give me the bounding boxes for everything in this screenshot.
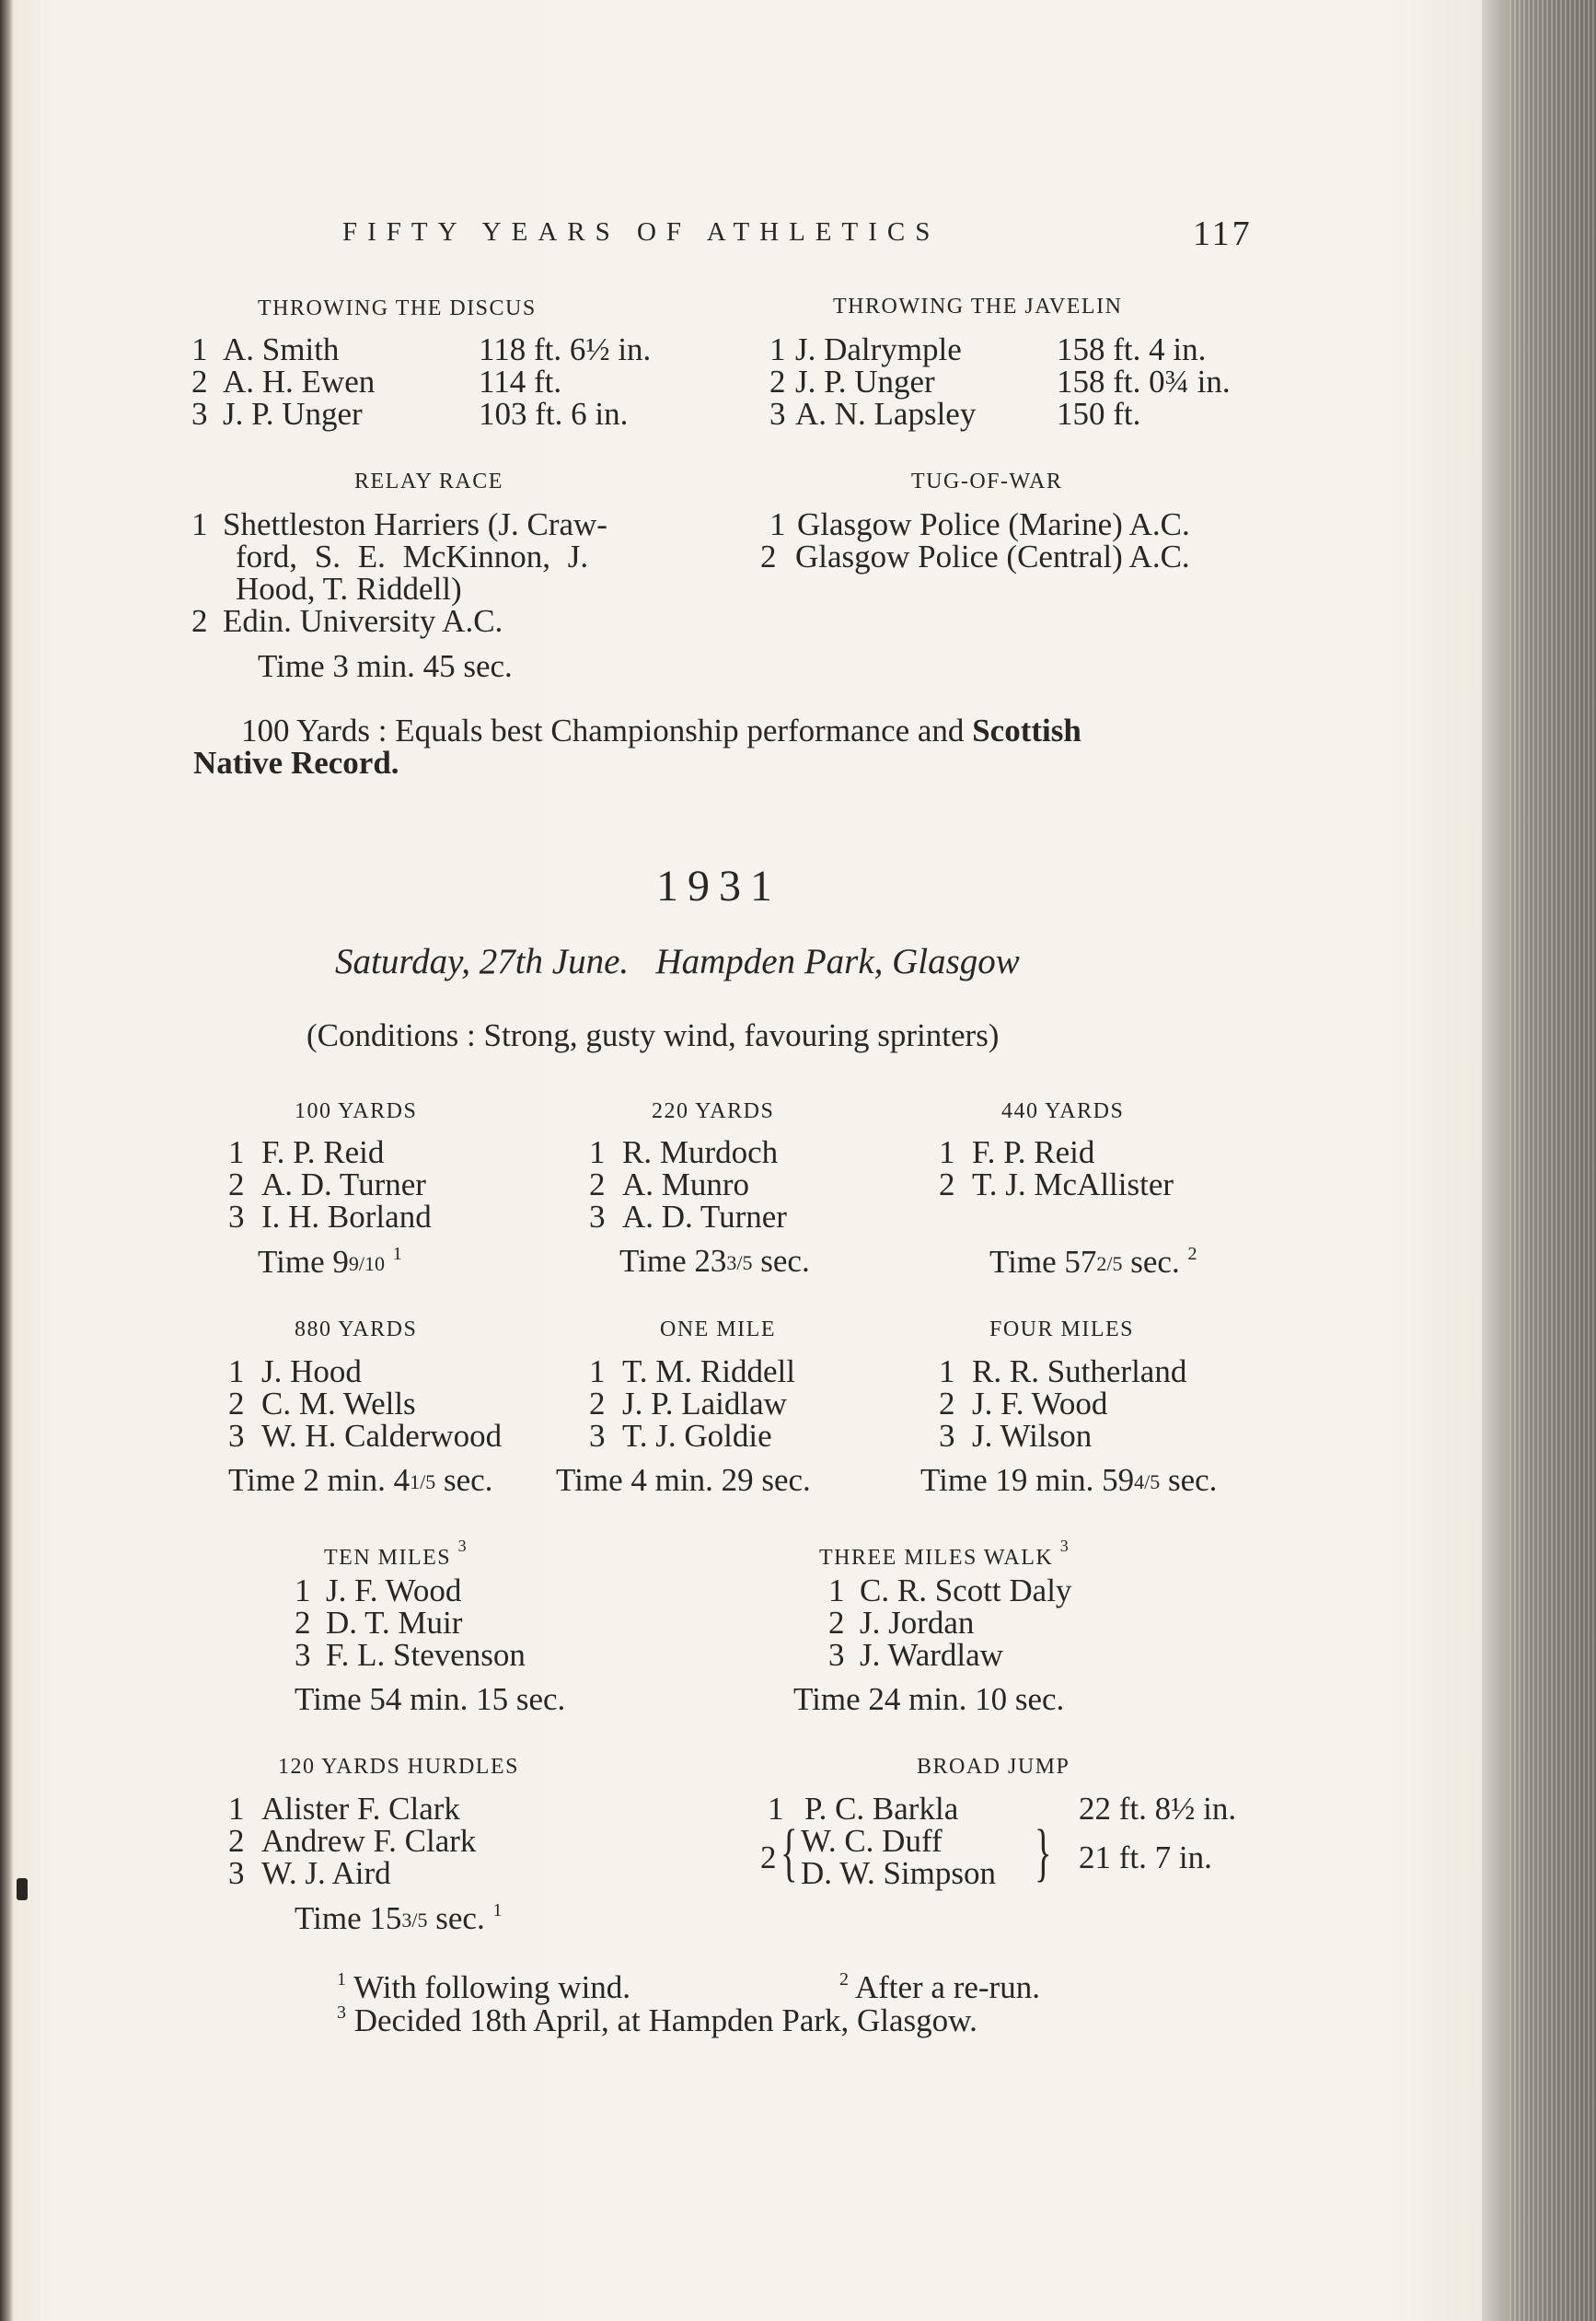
y100-time: Time 99/10 $^1$ <box>258 1244 402 1280</box>
page-edge-lines <box>1509 0 1596 2321</box>
four-name-3: J. Wilson <box>972 1418 1093 1454</box>
y440-pos-2: 2 <box>939 1166 955 1202</box>
mile-pos-3: 3 <box>589 1418 606 1454</box>
hurdles-name-3: W. J. Aird <box>261 1855 391 1891</box>
y440-pos-1: 1 <box>939 1134 955 1170</box>
broad-name-1: P. C. Barkla <box>804 1791 959 1827</box>
y440-name-2: T. J. McAllister <box>972 1166 1174 1202</box>
ten-name-1: J. F. Wood <box>326 1572 462 1608</box>
ten-name-3: F. L. Stevenson <box>326 1637 526 1673</box>
footnote-1: $^1$ With following wind. <box>337 1969 631 2005</box>
relay-title: RELAY RACE <box>354 470 503 493</box>
y100-name-2: A. D. Turner <box>261 1166 426 1202</box>
record-note-line-2: Native Record. <box>193 745 399 781</box>
mile-name-2: J. P. Laidlaw <box>622 1386 787 1422</box>
footnote-2: $^2$ After a re-run. <box>839 1969 1040 2005</box>
javelin-name-3: A. N. Lapsley <box>795 396 977 432</box>
y100-name-1: F. P. Reid <box>261 1134 385 1170</box>
broad-name-2b: D. W. Simpson <box>801 1855 996 1891</box>
javelin-pos-3: 3 <box>769 396 786 432</box>
four-pos-1: 1 <box>939 1353 955 1389</box>
javelin-name-1: J. Dalrymple <box>795 331 962 367</box>
walk-pos-3: 3 <box>828 1637 845 1673</box>
discus-pos-2: 2 <box>191 364 208 400</box>
walk-time: Time 24 min. 10 sec. <box>793 1681 1065 1717</box>
mile-time: Time 4 min. 29 sec. <box>556 1462 811 1498</box>
book-spine-shadow <box>0 0 13 2321</box>
conditions-note: (Conditions : Strong, gusty wind, favouring sprinters) <box>306 1017 1000 1053</box>
tug-team-2: Glasgow Police (Central) A.C. <box>795 539 1190 574</box>
four-pos-2: 2 <box>939 1386 955 1422</box>
tug-team-1: Glasgow Police (Marine) A.C. <box>797 506 1190 542</box>
right-brace: } <box>1035 1817 1052 1888</box>
ten-name-2: D. T. Muir <box>326 1605 463 1641</box>
javelin-title: THROWING THE JAVELIN <box>833 295 1123 319</box>
relay-pos-1: 1 <box>191 506 208 542</box>
y880-pos-3: 3 <box>228 1418 245 1454</box>
meeting-subtitle: Saturday, 27th June. Hampden Park, Glasgow <box>335 942 1020 981</box>
relay-team-line-1: Shettleston Harriers (J. Craw- <box>223 506 607 542</box>
walk-name-3: J. Wardlaw <box>860 1637 1003 1673</box>
four-name-2: J. F. Wood <box>972 1386 1108 1422</box>
discus-title: THROWING THE DISCUS <box>258 296 537 320</box>
hurdles-name-2: Andrew F. Clark <box>261 1823 477 1859</box>
javelin-result-3: 150 ft. <box>1057 396 1141 432</box>
four-title: FOUR MILES <box>989 1317 1135 1341</box>
relay-team-2: Edin. University A.C. <box>223 603 503 639</box>
walk-name-1: C. R. Scott Daly <box>860 1572 1072 1608</box>
mile-pos-1: 1 <box>589 1353 606 1389</box>
y100-name-3: I. H. Borland <box>261 1199 432 1235</box>
y220-time: Time 233/5 sec. <box>619 1243 810 1279</box>
discus-name-2: A. H. Ewen <box>223 364 376 400</box>
hurdles-name-1: Alister F. Clark <box>261 1791 460 1827</box>
javelin-name-2: J. P. Unger <box>795 364 935 400</box>
broad-result-2: 21 ft. 7 in. <box>1079 1839 1212 1875</box>
walk-name-2: J. Jordan <box>860 1605 975 1641</box>
y440-name-1: F. P. Reid <box>972 1134 1095 1170</box>
mile-title: ONE MILE <box>660 1317 776 1341</box>
ten-pos-1: 1 <box>295 1572 311 1608</box>
record-note-line-1: 100 Yards : Equals best Championship performance and Scottish <box>241 713 1081 749</box>
ten-time: Time 54 min. 15 sec. <box>295 1681 566 1717</box>
discus-name-3: J. P. Unger <box>223 396 363 432</box>
ten-pos-2: 2 <box>295 1605 311 1641</box>
y880-title: 880 YARDS <box>295 1317 418 1341</box>
discus-name-1: A. Smith <box>223 331 340 367</box>
four-time: Time 19 min. 594/5 sec. <box>920 1462 1218 1498</box>
broad-pos-1: 1 <box>768 1791 784 1827</box>
page-number: 117 <box>1193 215 1253 253</box>
relay-pos-2: 2 <box>191 603 208 639</box>
relay-team-line-3: Hood, T. Riddell) <box>236 571 462 607</box>
discus-result-2: 114 ft. <box>479 364 562 400</box>
walk-pos-2: 2 <box>828 1605 845 1641</box>
y880-pos-2: 2 <box>228 1386 245 1422</box>
year-heading: 1931 <box>656 862 781 911</box>
discus-pos-3: 3 <box>191 396 208 432</box>
y220-pos-2: 2 <box>589 1166 606 1202</box>
y220-pos-3: 3 <box>589 1199 606 1235</box>
tug-pos-1: 1 <box>769 506 786 542</box>
y440-time: Time 572/5 sec. $^2$ <box>989 1244 1197 1280</box>
mile-name-3: T. J. Goldie <box>622 1418 772 1454</box>
y100-title: 100 YARDS <box>295 1099 418 1123</box>
hurdles-pos-3: 3 <box>228 1855 245 1891</box>
discus-result-3: 103 ft. 6 in. <box>479 396 629 432</box>
discus-pos-1: 1 <box>191 331 208 367</box>
y880-pos-1: 1 <box>228 1353 245 1389</box>
y880-name-2: C. M. Wells <box>261 1386 416 1422</box>
y220-title: 220 YARDS <box>652 1099 775 1123</box>
y220-name-2: A. Munro <box>622 1166 750 1202</box>
javelin-pos-2: 2 <box>769 364 786 400</box>
footnote-3: $^3$ Decided 18th April, at Hampden Park, Glasgow. <box>337 2002 977 2038</box>
javelin-pos-1: 1 <box>769 331 786 367</box>
hurdles-pos-2: 2 <box>228 1823 245 1859</box>
y100-pos-3: 3 <box>228 1199 245 1235</box>
four-name-1: R. R. Sutherland <box>972 1353 1187 1389</box>
y440-title: 440 YARDS <box>1001 1099 1125 1123</box>
relay-team-line-2: ford, S. E. McKinnon, J. <box>236 539 589 574</box>
y220-name-1: R. Murdoch <box>622 1134 779 1170</box>
y220-pos-1: 1 <box>589 1134 606 1170</box>
y880-time: Time 2 min. 41/5 sec. <box>228 1462 493 1498</box>
broad-pos-2: 2 <box>760 1839 777 1875</box>
y220-name-3: A. D. Turner <box>622 1199 787 1235</box>
mile-pos-2: 2 <box>589 1386 606 1422</box>
four-pos-3: 3 <box>939 1418 955 1454</box>
y100-pos-2: 2 <box>228 1166 245 1202</box>
broad-title: BROAD JUMP <box>917 1755 1070 1779</box>
broad-result-1: 22 ft. 8½ in. <box>1079 1791 1237 1827</box>
tug-title: TUG-OF-WAR <box>911 470 1063 493</box>
discus-result-1: 118 ft. 6½ in. <box>479 331 652 367</box>
walk-title: THREE MILES WALK $^3$ <box>819 1537 1070 1570</box>
ten-pos-3: 3 <box>295 1637 311 1673</box>
broad-name-2a: W. C. Duff <box>801 1823 943 1859</box>
ten-title: TEN MILES $^3$ <box>324 1537 468 1570</box>
mile-name-1: T. M. Riddell <box>622 1353 795 1389</box>
running-title: FIFTY YEARS OF ATHLETICS <box>342 217 941 247</box>
tug-pos-2: 2 <box>760 539 777 574</box>
javelin-result-1: 158 ft. 4 in. <box>1057 331 1207 367</box>
javelin-result-2: 158 ft. 0¾ in. <box>1057 364 1231 400</box>
y100-pos-1: 1 <box>228 1134 245 1170</box>
relay-time: Time 3 min. 45 sec. <box>258 648 513 684</box>
left-brace: { <box>781 1817 798 1888</box>
ink-mark <box>17 1878 28 1900</box>
hurdles-pos-1: 1 <box>228 1791 245 1827</box>
hurdles-title: 120 YARDS HURDLES <box>278 1755 519 1779</box>
walk-pos-1: 1 <box>828 1572 845 1608</box>
hurdles-time: Time 153/5 sec. $^1$ <box>295 1900 503 1936</box>
y880-name-3: W. H. Calderwood <box>261 1418 503 1454</box>
y880-name-1: J. Hood <box>261 1353 362 1389</box>
